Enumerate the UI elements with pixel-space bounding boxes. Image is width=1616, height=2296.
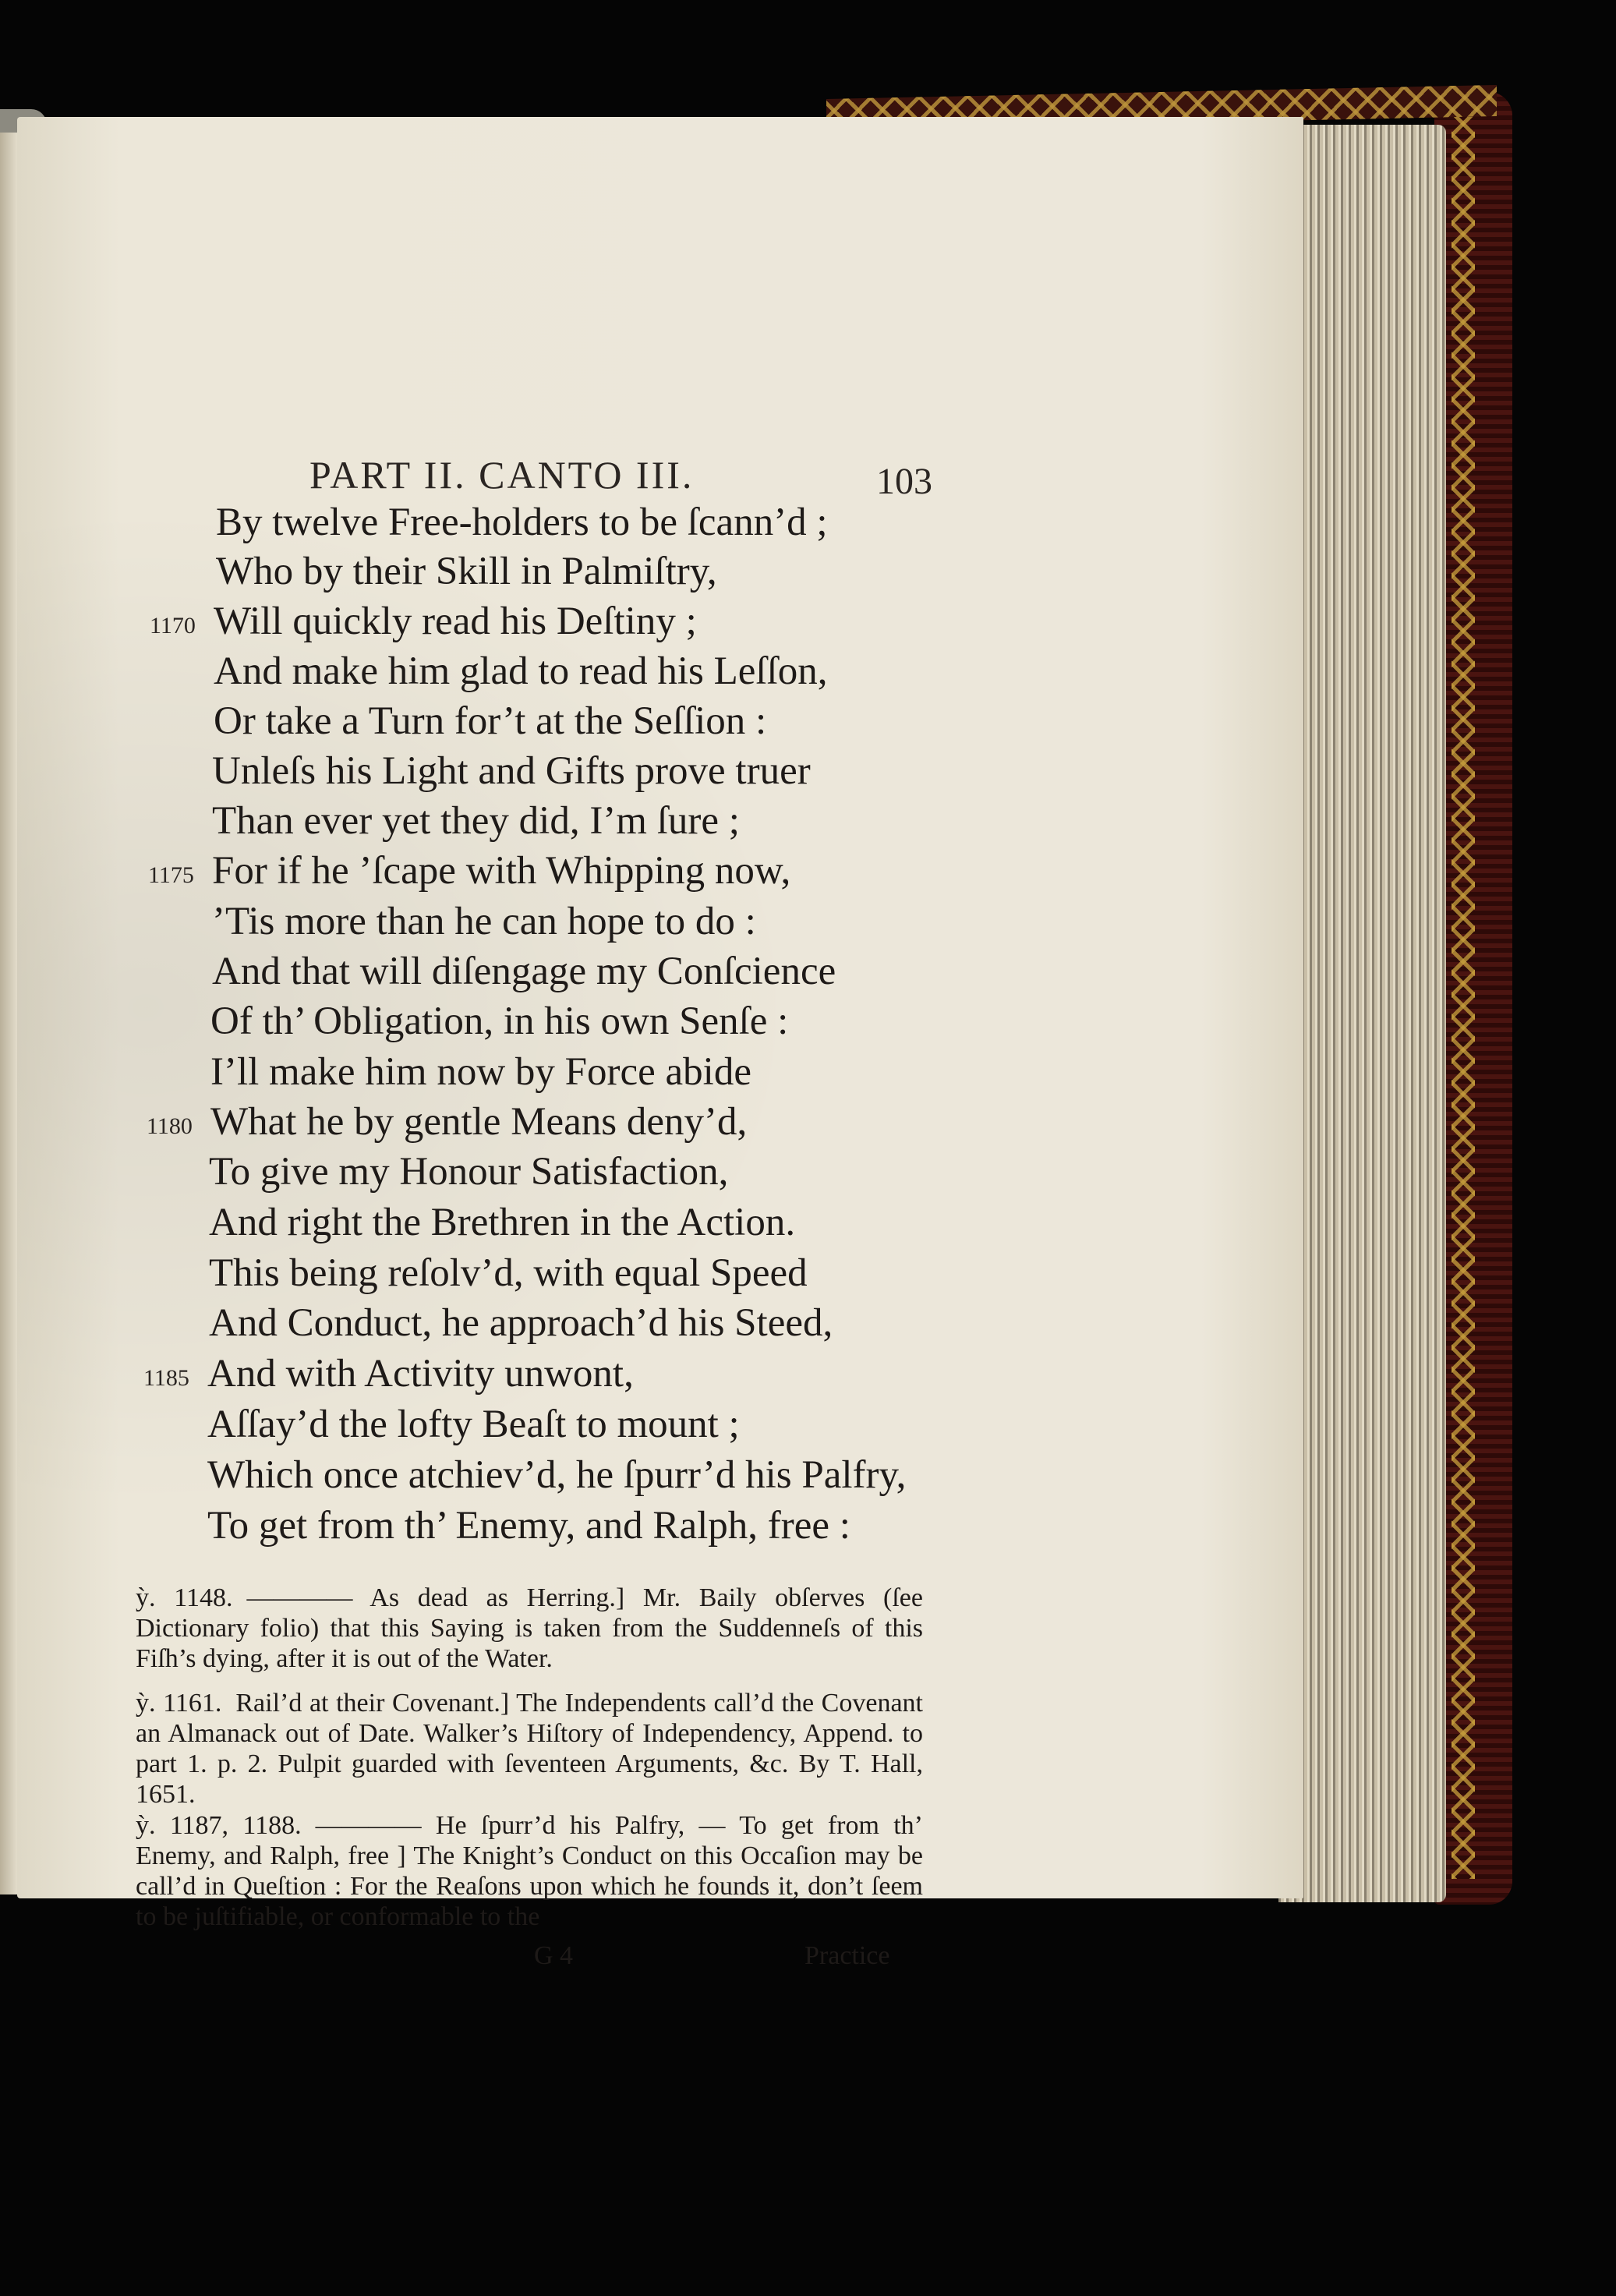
footnote-ref: ỳ. 1187, 1188. <box>136 1811 302 1840</box>
verse-line: Aſſay’d the lofty Beaſt to mount ; <box>207 1403 740 1446</box>
verse-line: And that will diſengage my Conſcience <box>212 950 836 993</box>
verse-line: 1175 For if he ’ſcape with Whipping now, <box>148 849 791 893</box>
footnote: ỳ. 1148. ———— As dead as Herring.] Mr. Baily obſerves (ſee Dictionary folio) that this Saying is taken from the Suddenneſs of this Fiſh’s dying, after it is out of the Water. <box>136 1583 923 1673</box>
verse-line: Who by their Skill in Palmiſtry, <box>216 550 717 593</box>
verse-line: This being reſolv’d, with equal Speed <box>209 1251 808 1295</box>
line-number: 1170 <box>150 613 196 639</box>
verse-line: 1185 And with Activity unwont, <box>143 1352 634 1396</box>
footnote: ỳ. 1187, 1188. ———— He ſpurr’d his Palfry, — To get from th’ Enemy, and Ralph, free ] The Knight’s Conduct on this Occaſion may be call’d in Queſtion : For the Reaſons upon which he founds it, don’t ſeem to be juſtifiable, or conformable to the <box>136 1811 923 1931</box>
footnote-ref: ỳ. 1148. <box>136 1583 233 1612</box>
running-head: PART II. CANTO III. <box>309 453 695 497</box>
verse-line: Than ever yet they did, I’m ſure ; <box>212 799 740 843</box>
verse-line: And make him glad to read his Leſſon, <box>214 649 828 693</box>
verse-line: ’Tis more than he can hope to do : <box>212 900 756 943</box>
verse-line: 1180 What he by gentle Means deny’d, <box>147 1100 748 1144</box>
verse-line: Which once atchiev’d, he ſpurr’d his Palfry, <box>207 1453 907 1497</box>
verse-line: Or take a Turn for’t at the Seſſion : <box>214 699 767 743</box>
verse-line: To get from th’ Enemy, and Ralph, free : <box>207 1504 850 1548</box>
verse-line: 1170 Will quickly read his Deſtiny ; <box>150 600 697 643</box>
gilt-tooling-side <box>1452 117 1475 1879</box>
footnote: ỳ. 1161. Rail’d at their Covenant.] The Independents call’d the Covenant an Almanack out of Date. Walker’s Hiſtory of Independency, Append. to part 1. p. 2. Pulpit guarded with ſeventeen Arguments, &c. By T. Hall, 1651. <box>136 1689 923 1809</box>
verse-line: And right the Brethren in the Action. <box>209 1201 796 1244</box>
footnote-ref: ỳ. 1161. <box>136 1689 222 1718</box>
page-number: 103 <box>876 461 932 502</box>
line-number: 1175 <box>148 862 194 888</box>
line-number: 1180 <box>147 1113 193 1139</box>
verse-line: And Conduct, he approach’d his Steed, <box>209 1301 833 1345</box>
verse-line: By twelve Free-holders to be ſcann’d ; <box>216 501 828 544</box>
verse-line: Unleſs his Light and Gifts prove truer <box>212 749 811 793</box>
catchword: Practice <box>804 1941 890 1970</box>
line-number: 1185 <box>143 1365 189 1391</box>
page-edges <box>1278 125 1446 1902</box>
verse-line: To give my Honour Satisfaction, <box>209 1150 729 1194</box>
signature-mark: G 4 <box>534 1941 574 1970</box>
verse-line: Of th’ Obligation, in his own Senſe : <box>210 999 789 1043</box>
verse-line: I’ll make him now by Force abide <box>210 1050 751 1094</box>
book-page <box>17 117 1303 1970</box>
